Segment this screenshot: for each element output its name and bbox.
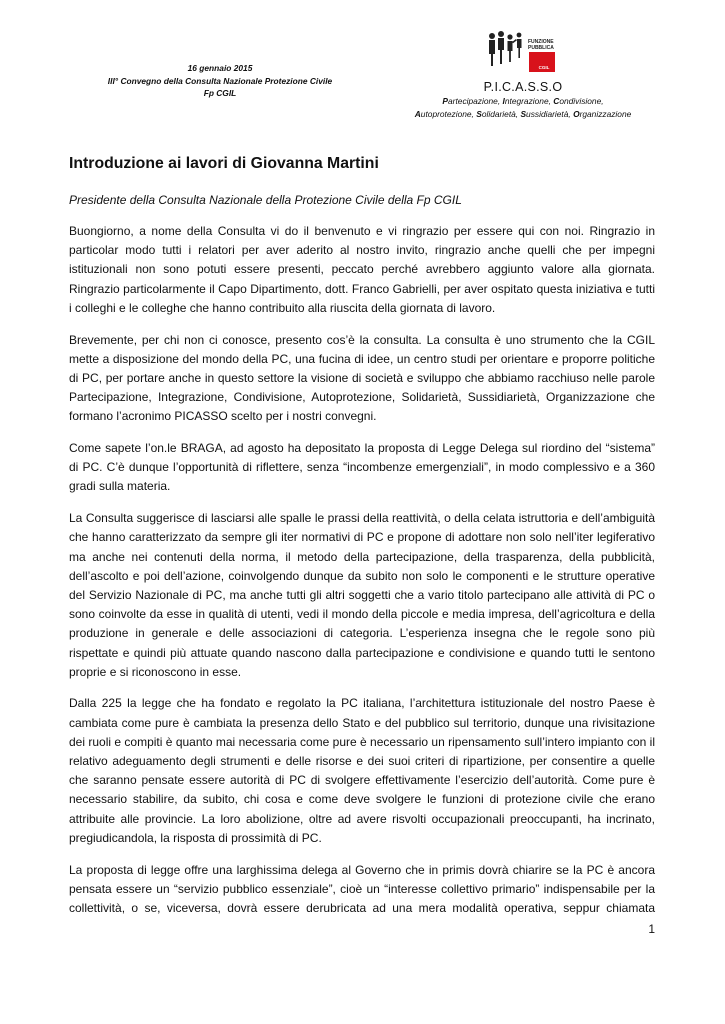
cgil-badge-text: CGIL <box>538 65 550 70</box>
acronym-initial: S <box>476 108 482 119</box>
acronym-initial: C <box>553 96 560 106</box>
acronym-line-1 <box>368 95 678 108</box>
header-meta <box>60 62 380 100</box>
body-paragraph: Brevemente, per chi non ci conosce, presento cos’è la consulta. La consulta è uno strumento che la CGIL mette a disposizione del mondo della PC, una fucina di idee, un centro studi per orientare e proporre politiche di PC, per portare anche in questo settore la visione di società e sviluppo che abbiamo racchiuso nelle parole Partecipazione, Integrazione, Condivisione, Autoprotezione, Solidarietà, Sussidiarietà, Organizzazione che formano l’acronimo PICASSO scelto per i nostri convegni. <box>69 332 655 424</box>
logo-wordmark-line-1: FUNZIONE <box>528 39 554 45</box>
header-event: III° Convegno della Consulta Nazionale Protezione Civile <box>107 75 333 86</box>
body-paragraph: Dalla 225 la legge che ha fondato e regolato la PC italiana, l’architettura istituzionale del nostro Paese è cambiata come pure è cambiata la presenza dello Stato e del pubblico sul territorio, dunque una rivisitazione dei ruoli e compiti è quanto mai necessaria come pure è necessario un ripensamento sull’intero impianto con il relativo adeguamento degli strumenti e delle risorse e dei suoi criteri di ripartizione, per consentire a quelle che saranno pensate essere autorità di PC di svolgere effettivamente l’esercizio dell’autorità. Come pure è necessario stabilire, da subito, chi cosa e come deve svolgere le funzioni di protezione civile che erano attribuite alle provincie. La loro abolizione, oltre ad avere risvolti occupazionali preoccupanti, ha incrinato, pregiudicandola, la risposta di prossimità di PC. <box>69 696 655 845</box>
acronym-word: ussidiarietà, <box>526 108 574 119</box>
header-date: 16 gennaio 2015 <box>187 63 253 73</box>
body-paragraph: La Consulta suggerisce di lasciarsi alle spalle le prassi della reattività, o della celata istruttoria e dell’ambiguità che hanno caratterizzato da sempre gli iter normativi di PC e propone di adottare non solo nell’iter legiferativo ma anche nei contenuti della norma, il metodo della partecipazione, della trasparenza, della pubblicità, dell’ascolto e poi dell’azione, coinvolgendo dunque da subito non solo le componenti e le strutture operative del Servizio Nazionale di PC, ma anche tutti gli altri soggetti che a vario titolo partecipano alle attività di PC o sono coinvolte da esse in qualità di utenti, vedi il mondo della piccole e media impresa, dell’agricoltura e della produzione in generale e delle associazioni di categoria. L’esperienza insegna che le regole sono più rispettate e quindi più attuate quando nascono dalla partecipazione e condivisione e quando tutti le sentono proprie e si riconoscono in esse. <box>69 511 655 679</box>
picasso-header <box>368 30 678 120</box>
acronym-word: utoprotezione, <box>420 108 477 119</box>
page-number: 1 <box>648 922 655 936</box>
picasso-name: P.I.C.A.S.S.O <box>483 80 563 94</box>
document-title: Introduzione ai lavori di Giovanna Martini <box>69 155 379 172</box>
acronym-word: artecipazione, <box>448 96 503 106</box>
document-body <box>69 222 655 931</box>
acronym-line-2 <box>368 108 678 121</box>
document-subtitle: Presidente della Consulta Nazionale della Protezione Civile della Fp CGIL <box>69 193 462 207</box>
acronym-initial: P <box>442 96 449 106</box>
body-paragraph: Come sapete l’on.le BRAGA, ad agosto ha depositato la proposta di Legge Delega sul riordino del “sistema” di PC. C’è dunque l’opportunità di riflettere, senza “incombenze emergenziali”, in modo complessivo e a 360 gradi sulla materia. <box>69 441 655 494</box>
figures-icon <box>489 31 522 66</box>
body-paragraph: La proposta di legge offre una larghissima delega al Governo che in primis dovrà chiarire se la PC è ancora pensata essere un “servizio pubblico essenziale”, cioè un “interesse collettivo primario” indispensabile per la collettività, o se, viceversa, dovrà essere derubricata ad una mera modalità operativa, seppur chiamata <box>69 862 655 915</box>
acronym-word: ntegrazione, <box>504 96 554 106</box>
acronym-initial: O <box>573 108 580 119</box>
acronym-word: ondivisione, <box>559 96 604 106</box>
acronym-word: olidarietà, <box>481 108 521 119</box>
acronym-initial: S <box>520 108 527 119</box>
acronym-initial: I <box>502 96 505 106</box>
header-org: Fp CGIL <box>203 88 237 98</box>
body-paragraph: Buongiorno, a nome della Consulta vi do il benvenuto e vi ringrazio per essere qui con noi. Ringrazio in particolar modo tutti i relatori per aver aderito al nostro invito, ringrazio anche quelli che per impegni istituzionali non sono potuti essere presenti, peccato perché avrebbero aggiunto valore alla giornata. Ringrazio particolarmente il Capo Dipartimento, dott. Franco Gabrielli, per aver ospitato questa iniziativa e tutti i colleghi e le colleghe che hanno contribuito alla riuscita della giornata di lavoro. <box>69 224 655 315</box>
fp-cgil-logo-icon <box>486 30 560 76</box>
acronym-word: rganizzazione <box>579 108 632 119</box>
logo-wordmark-line-2: PUBBLICA <box>528 45 554 51</box>
acronym-initial: A <box>414 108 421 119</box>
